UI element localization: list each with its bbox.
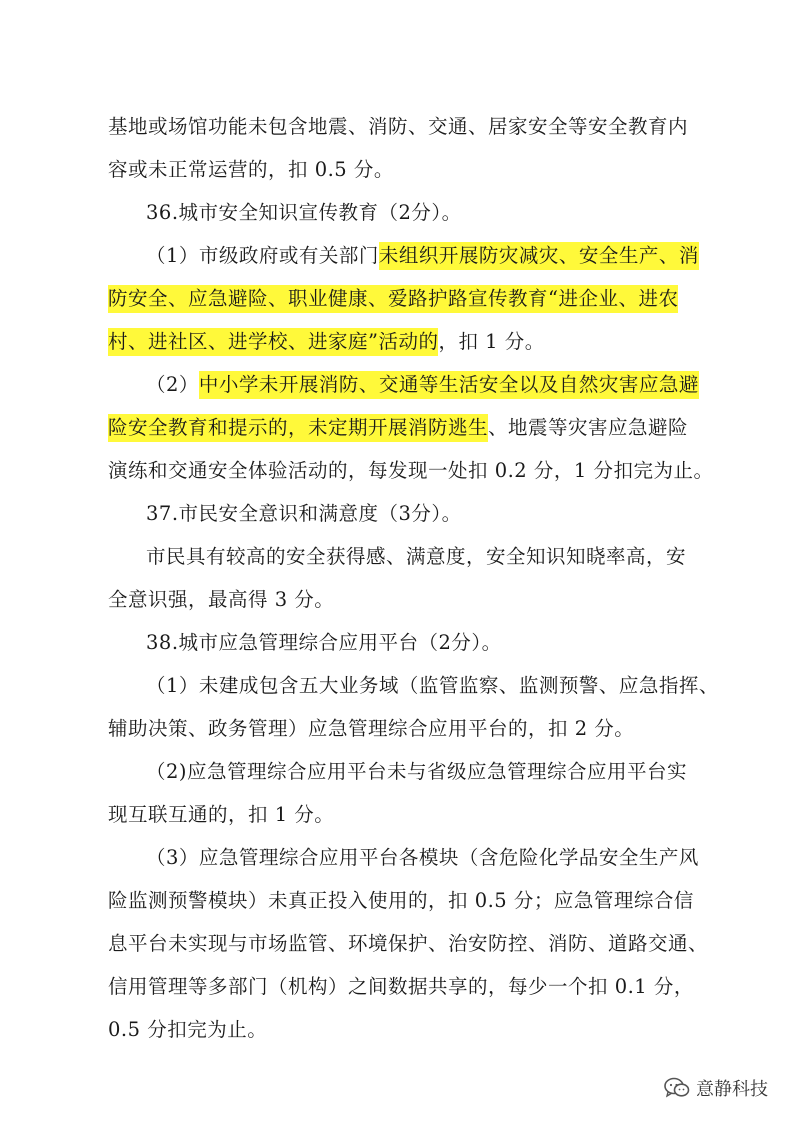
line-text: 市民具有较高的安全获得感、满意度，安全知识知晓率高，安: [146, 545, 687, 568]
text-line: [108, 587, 698, 613]
text-line: [108, 888, 698, 914]
text-line: [108, 415, 698, 441]
line-text: 息平台未实现与市场监管、环境保护、治安防控、消防、道路交通、: [108, 932, 709, 955]
highlighted-text: 险安全教育和提示的，未定期开展消防逃生: [108, 414, 488, 442]
line-text: （1）未建成包含五大业务域（监管监察、监测预警、应急指挥、: [146, 674, 719, 697]
text-line: [146, 759, 698, 785]
text-line: [108, 931, 709, 957]
line-text: 演练和交通安全体验活动的，每发现一处扣 0.2 分，1 分扣完为止。: [108, 459, 714, 482]
wechat-icon: [664, 1077, 690, 1099]
text-line: [146, 673, 719, 699]
heading-text: 37.市民安全意识和满意度（3分）。: [146, 502, 462, 525]
line-text: 全意识强，最高得 3 分。: [108, 588, 335, 611]
highlighted-text: 中小学未开展消防、交通等生活安全以及自然灾害应急避: [199, 371, 699, 399]
heading-text: 38.城市应急管理综合应用平台（2分）。: [146, 631, 502, 654]
text-line: [146, 544, 698, 570]
text-line: [108, 458, 714, 484]
line-text: 辅助决策、政务管理）应急管理综合应用平台的，扣 2 分。: [108, 717, 635, 740]
text-line: [108, 974, 698, 1000]
section-heading: [146, 630, 698, 656]
heading-text: 36.城市安全知识宣传教育（2分）。: [146, 201, 462, 224]
section-heading: [146, 200, 698, 226]
line-text: 0.5 分扣完为止。: [108, 1018, 268, 1041]
line-text: （3）应急管理综合应用平台各模块（含危险化学品安全生产风: [146, 846, 699, 869]
text-line: [108, 329, 698, 355]
text-line: [108, 716, 698, 742]
text-line: [108, 286, 698, 312]
watermark: [664, 1075, 768, 1101]
watermark-text: 意静科技: [696, 1079, 768, 1100]
section-heading: [146, 501, 698, 527]
highlighted-text: 防安全、应急避险、职业健康、爱路护路宣传教育“进企业、进农: [108, 285, 678, 313]
line-text: 现互联互通的，扣 1 分。: [108, 803, 335, 826]
line-text: 容或未正常运营的，扣 0.5 分。: [108, 158, 394, 181]
text-line: [108, 157, 698, 183]
highlighted-text: 未组织开展防灾减灾、安全生产、消: [379, 242, 699, 270]
text-line: [108, 802, 698, 828]
line-text: ，扣 1 分。: [438, 330, 545, 353]
text-line: [108, 114, 698, 140]
line-text: （1）市级政府或有关部门: [146, 244, 379, 267]
line-text: （2)应急管理综合应用平台未与省级应急管理综合应用平台实: [146, 760, 688, 783]
text-line: [146, 243, 698, 269]
highlighted-text: 村、进社区、进学校、进家庭”活动的: [108, 328, 438, 356]
line-text: 基地或场馆功能未包含地震、消防、交通、居家安全等安全教育内: [108, 115, 689, 138]
line-text: 、地震等灾害应急避险: [488, 416, 689, 439]
text-line: [108, 1017, 698, 1043]
line-text: （2）: [146, 373, 199, 396]
text-line: [146, 845, 698, 871]
line-text: 信用管理等多部门（机构）之间数据共享的，每少一个扣 0.1 分，: [108, 975, 694, 998]
line-text: 险监测预警模块）未真正投入使用的，扣 0.5 分；应急管理综合信: [108, 889, 694, 912]
text-line: [146, 372, 698, 398]
